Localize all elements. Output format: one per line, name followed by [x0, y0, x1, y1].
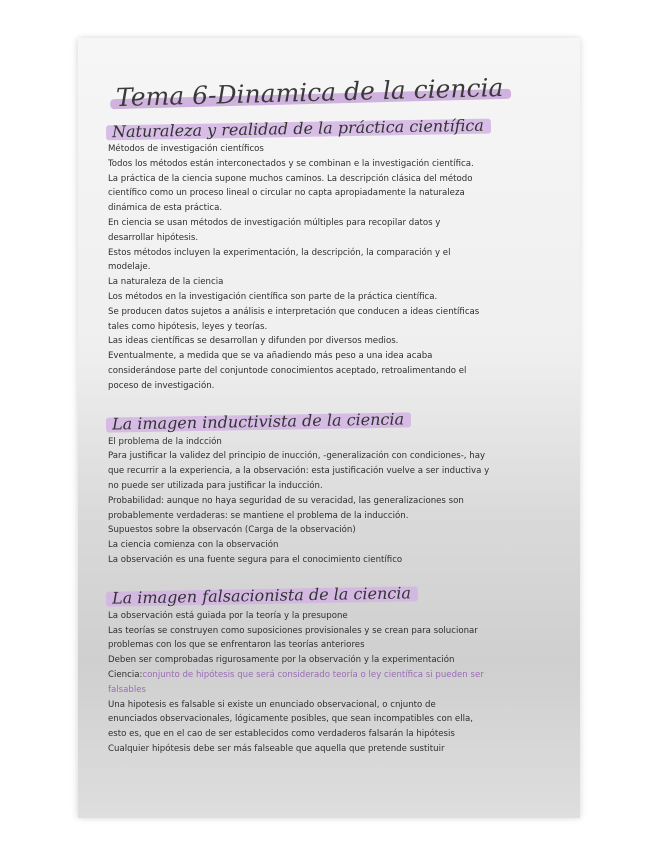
text-line: El problema de la indcción — [108, 436, 222, 447]
section-body — [108, 609, 548, 668]
ciencia-label: Ciencia: — [108, 669, 143, 680]
text-line: Supuestos sobre la observacón (Carga de la observación) — [108, 525, 356, 536]
document-content — [108, 72, 548, 769]
section-falsacionista — [108, 580, 548, 757]
text-line: En ciencia se usan métodos de investigación múltiples para recopilar datos y — [108, 217, 441, 228]
text-line: problemas con los que se enfrentaron las teorías anteriores — [108, 640, 365, 651]
text-line: no puede ser utilizada para justificar la inducción. — [108, 480, 323, 491]
text-line: Todos los métodos están interconectados y se combinan e la investigación científica. — [108, 158, 474, 169]
text-line: Se producen datos sujetos a análisis e interpretación que conducen a ideas científicas — [108, 306, 480, 317]
ciencia-definition — [108, 668, 548, 683]
text-line: Estos métodos incluyen la experimentación, la descripción, la comparación y el — [108, 247, 451, 258]
text-line: desarrollar hipótesis. — [108, 232, 199, 243]
text-line: Métodos de investigación científicos — [108, 144, 264, 154]
text-line: enunciados observacionales, lógicamente posibles, que sean incompatibles con ella, — [108, 714, 473, 725]
page-title: Tema 6-Dinamica de la ciencia — [112, 73, 508, 112]
section-body-after — [108, 698, 548, 757]
text-line: Para justificar la validez del principio de inucción, -generalización con condiciones-, hay — [108, 451, 486, 462]
section-body — [108, 142, 548, 394]
section-naturaleza — [108, 113, 548, 394]
section-heading: La imagen falsacionista de la ciencia — [108, 583, 415, 607]
text-line: Las teorías se construyen como suposiciones provisionales y se crean para solucionar — [108, 625, 478, 636]
section-body — [108, 435, 548, 568]
text-line: considerándose parte del conjuntode conocimientos aceptado, retroalimentando el — [108, 365, 467, 376]
section-inductivista — [108, 406, 548, 568]
text-line: La observación está guiada por la teoría y la presupone — [108, 610, 348, 621]
text-line: Eventualmente, a medida que se va añadiendo más peso a una idea acaba — [108, 351, 433, 362]
text-line: modelaje. — [108, 262, 151, 273]
text-line: esto es, que en el cao de ser establecidos como verdaderos falsarán la hipótesis — [108, 729, 455, 740]
section-heading: Naturaleza y realidad de la práctica científica — [108, 116, 488, 142]
ciencia-definition-cont: falsables — [108, 684, 147, 695]
text-line: poceso de investigación. — [108, 380, 215, 391]
text-line: Una hipotesis es falsable si existe un enunciado observacional, o cnjunto de — [108, 699, 436, 710]
text-line: Deben ser comprobadas rigurosamente por la observación y la experimentación — [108, 655, 455, 666]
text-line: La naturaleza de la ciencia — [108, 277, 224, 288]
text-line: probablemente verdaderas: se mantiene el problema de la inducción. — [108, 510, 409, 521]
text-line: Los métodos en la investigación científica son parte de la práctica científica. — [108, 291, 438, 302]
text-line: tales como hipótesis, leyes y teorías. — [108, 321, 268, 332]
text-line: La ciencia comienza con la observación — [108, 540, 279, 551]
ciencia-definition-text: conjunto de hipótesis que será considerado teoría o ley científica si pueden ser — [142, 669, 484, 680]
text-line: La observación es una fuente segura para el conocimiento científico — [108, 554, 403, 565]
text-line: que recurrir a la experiencia, a la observación: esta justificación vuelve a ser inductiva y — [108, 466, 490, 477]
text-line: científico como un proceso lineal o circular no capta apropiadamente la naturaleza — [108, 188, 465, 199]
section-heading: La imagen inductivista de la ciencia — [108, 409, 408, 433]
text-line: Las ideas científicas se desarrollan y difunden por diversos medios. — [108, 336, 399, 347]
text-line: La práctica de la ciencia supone muchos caminos. La descripción clásica del método — [108, 173, 473, 184]
text-line: Probabilidad: aunque no haya seguridad de su veracidad, las generalizaciones son — [108, 495, 464, 506]
text-line: dinámica de esta práctica. — [108, 203, 223, 214]
text-line: Cualquier hipótesis debe ser más falseable que aquella que pretende sustituir — [108, 743, 445, 754]
